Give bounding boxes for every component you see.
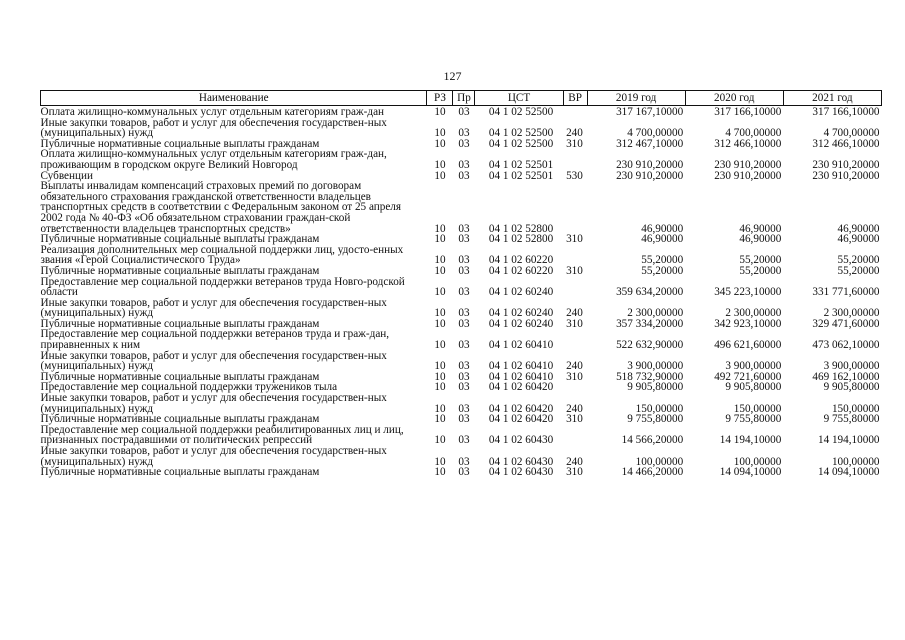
page-number: 127 — [443, 69, 462, 83]
row-cst: 04 1 02 60220 — [488, 254, 554, 267]
row-pr: 03 — [458, 466, 470, 479]
table-row — [41, 351, 882, 372]
row-vr — [563, 382, 587, 393]
row-pr: 03 — [458, 413, 470, 426]
row-value-2019: 312 467,10000 — [616, 137, 684, 150]
row-rz: 10 — [434, 466, 446, 479]
row-value-2020: 312 466,10000 — [714, 137, 782, 150]
row-rz: 10 — [434, 381, 446, 394]
row-value-2021: 14 094,10000 — [817, 466, 880, 479]
row-value-2019: 357 334,20000 — [616, 317, 684, 330]
row-pr: 03 — [458, 264, 470, 277]
row-pr: 03 — [458, 455, 470, 468]
row-cst: 04 1 02 60240 — [488, 307, 554, 320]
row-value-2019: 230 910,20000 — [616, 169, 684, 182]
row-value-2020: 55,20000 — [739, 254, 782, 267]
row-rz: 10 — [434, 222, 446, 235]
table-row — [41, 393, 882, 414]
row-rz: 10 — [434, 370, 446, 383]
row-value-2021: 331 771,60000 — [812, 286, 880, 299]
row-cst: 04 1 02 60420 — [488, 381, 554, 394]
row-value-2020: 230 910,20000 — [714, 158, 782, 171]
row-cst: 04 1 02 52800 — [488, 233, 554, 246]
row-vr: 310 — [566, 317, 583, 330]
table-row — [41, 181, 882, 234]
row-value-2020: 4 700,00000 — [725, 127, 782, 140]
row-name: Публичные нормативные социальные выплаты гражданам — [40, 413, 320, 426]
row-value-2019: 230 910,20000 — [616, 158, 684, 171]
row-rz: 10 — [434, 264, 446, 277]
row-name: Реализация дополнительных мер социальной поддержки лиц, удосто-енных звания «Герой Социалистического Труда» — [40, 243, 404, 267]
row-cst: 04 1 02 60240 — [488, 286, 554, 299]
row-value-2021: 9 905,80000 — [823, 381, 880, 394]
row-value-2021: 317 166,10000 — [812, 106, 880, 118]
table-row — [41, 446, 882, 467]
row-vr: 310 — [566, 413, 583, 426]
row-name: Предоставление мер социальной поддержки ветеранов труда и граж-дан, приравненных к ним — [40, 328, 390, 352]
row-value-2020: 317 166,10000 — [714, 106, 782, 118]
row-vr — [563, 245, 587, 266]
header-cst: ЦСТ — [475, 91, 563, 106]
row-rz: 10 — [434, 402, 446, 415]
table-row — [41, 245, 882, 266]
row-rz: 10 — [434, 137, 446, 150]
row-value-2021: 9 755,80000 — [823, 413, 880, 426]
row-cst: 04 1 02 60420 — [488, 402, 554, 415]
row-value-2020: 150,00000 — [733, 402, 782, 415]
header-name: Наименование — [41, 91, 427, 106]
header-vr: ВР — [563, 91, 587, 106]
row-value-2021: 100,00000 — [831, 455, 880, 468]
row-cst: 04 1 02 60410 — [488, 339, 554, 352]
row-cst: 04 1 02 60430 — [488, 434, 554, 447]
row-vr — [563, 329, 587, 350]
table-row — [41, 329, 882, 350]
row-pr: 03 — [458, 254, 470, 267]
row-vr: 310 — [566, 264, 583, 277]
row-value-2021: 46,90000 — [837, 222, 880, 235]
row-value-2021: 312 466,10000 — [812, 137, 880, 150]
row-value-2020: 55,20000 — [739, 264, 782, 277]
row-cst: 04 1 02 60410 — [488, 360, 554, 373]
row-value-2019: 100,00000 — [635, 455, 684, 468]
row-value-2021: 3 900,00000 — [823, 360, 880, 373]
row-cst: 04 1 02 52500 — [488, 127, 554, 140]
row-rz: 10 — [434, 254, 446, 267]
row-vr: 240 — [566, 402, 583, 415]
row-rz: 10 — [434, 434, 446, 447]
row-vr: 240 — [566, 127, 583, 140]
row-rz: 10 — [434, 106, 446, 118]
row-value-2020: 100,00000 — [733, 455, 782, 468]
row-rz: 10 — [434, 455, 446, 468]
row-pr: 03 — [458, 317, 470, 330]
row-value-2021: 230 910,20000 — [812, 158, 880, 171]
table-row — [41, 266, 882, 277]
row-value-2019: 46,90000 — [641, 222, 684, 235]
row-value-2020: 46,90000 — [739, 233, 782, 246]
row-pr: 03 — [458, 106, 470, 118]
row-value-2020: 492 721,60000 — [714, 370, 782, 383]
row-rz: 10 — [434, 339, 446, 352]
row-cst: 04 1 02 52500 — [488, 137, 554, 150]
row-value-2021: 4 700,00000 — [823, 127, 880, 140]
row-vr — [563, 149, 587, 170]
row-pr: 03 — [458, 360, 470, 373]
row-value-2021: 46,90000 — [837, 233, 880, 246]
row-name: Публичные нормативные социальные выплаты гражданам — [40, 466, 320, 479]
row-name: Публичные нормативные социальные выплаты гражданам — [40, 137, 320, 150]
row-cst: 04 1 02 52800 — [488, 222, 554, 235]
header-pr: Пр — [453, 91, 475, 106]
row-cst: 04 1 02 60420 — [488, 413, 554, 426]
row-name: Субвенции — [40, 169, 93, 182]
row-value-2019: 2 300,00000 — [627, 307, 684, 320]
row-name: Публичные нормативные социальные выплаты гражданам — [40, 317, 320, 330]
row-pr: 03 — [458, 339, 470, 352]
row-name: Предоставление мер социальной поддержки реабилитированных лиц и лиц, признанных пострадавшими от политических репрессий — [40, 423, 404, 447]
row-value-2021: 55,20000 — [837, 264, 880, 277]
row-value-2019: 317 167,10000 — [616, 106, 684, 118]
row-vr — [563, 181, 587, 234]
row-value-2019: 150,00000 — [635, 402, 684, 415]
row-pr: 03 — [458, 127, 470, 140]
row-value-2019: 14 466,20000 — [621, 466, 684, 479]
row-cst: 04 1 02 52500 — [488, 106, 554, 118]
row-cst: 04 1 02 52501 — [488, 169, 554, 182]
row-rz: 10 — [434, 233, 446, 246]
row-name: Предоставление мер социальной поддержки тружеников тыла — [40, 381, 338, 394]
row-vr: 530 — [566, 169, 583, 182]
row-rz: 10 — [434, 413, 446, 426]
row-pr: 03 — [458, 286, 470, 299]
table-row — [41, 467, 882, 478]
row-value-2019: 9 905,80000 — [627, 381, 684, 394]
table-row — [41, 298, 882, 319]
row-vr: 310 — [566, 233, 583, 246]
row-name: Публичные нормативные социальные выплаты гражданам — [40, 233, 320, 246]
table-row — [41, 425, 882, 446]
row-value-2019: 14 566,20000 — [621, 434, 684, 447]
row-value-2021: 14 194,10000 — [817, 434, 880, 447]
row-pr: 03 — [458, 233, 470, 246]
row-value-2021: 55,20000 — [837, 254, 880, 267]
row-value-2020: 2 300,00000 — [725, 307, 782, 320]
row-name: Публичные нормативные социальные выплаты гражданам — [40, 370, 320, 383]
row-vr — [563, 277, 587, 298]
row-value-2019: 4 700,00000 — [627, 127, 684, 140]
row-vr: 310 — [566, 370, 583, 383]
row-cst: 04 1 02 60220 — [488, 264, 554, 277]
row-pr: 03 — [458, 370, 470, 383]
row-vr: 240 — [566, 360, 583, 373]
row-cst: 04 1 02 60430 — [488, 466, 554, 479]
table-row — [41, 149, 882, 170]
row-rz: 10 — [434, 317, 446, 330]
row-name: Выплаты инвалидам компенсаций страховых премий по договорам обязательного страхования гражданской ответственности владельцев транспортных средств в соответствии с Федеральным законом от 25 апреля 2002 года № 40-ФЗ «Об обязательном страховании граждан-ской ответственности владельцев транспортных средств» — [40, 180, 402, 235]
row-value-2019: 518 732,90000 — [616, 370, 684, 383]
row-value-2021: 469 162,10000 — [812, 370, 880, 383]
row-cst: 04 1 02 60240 — [488, 317, 554, 330]
row-rz: 10 — [434, 169, 446, 182]
row-value-2020: 9 905,80000 — [725, 381, 782, 394]
table-row — [41, 277, 882, 298]
row-value-2019: 9 755,80000 — [627, 413, 684, 426]
row-name: Оплата жилищно-коммунальных услуг отдельным категориям граж-дан — [40, 106, 385, 118]
row-value-2021: 230 910,20000 — [812, 169, 880, 182]
row-rz: 10 — [434, 307, 446, 320]
row-rz: 10 — [434, 127, 446, 140]
row-value-2019: 46,90000 — [641, 233, 684, 246]
row-value-2020: 46,90000 — [739, 222, 782, 235]
row-value-2020: 14 094,10000 — [719, 466, 782, 479]
header-rz: РЗ — [427, 91, 453, 106]
table-body — [41, 106, 882, 478]
table-row — [41, 118, 882, 139]
row-name: Иные закупки товаров, работ и услуг для обеспечения государствен-ных (муниципальных) нужд — [40, 116, 387, 140]
row-name: Предоставление мер социальной поддержки ветеранов труда Новго-родской области — [40, 275, 405, 299]
row-cst: 04 1 02 60430 — [488, 455, 554, 468]
row-value-2019: 3 900,00000 — [627, 360, 684, 373]
table-row — [41, 106, 882, 118]
row-value-2020: 14 194,10000 — [719, 434, 782, 447]
row-value-2020: 3 900,00000 — [725, 360, 782, 373]
row-vr: 310 — [566, 466, 583, 479]
header-2021: 2021 год — [783, 91, 881, 106]
row-pr: 03 — [458, 169, 470, 182]
row-pr: 03 — [458, 402, 470, 415]
row-name: Публичные нормативные социальные выплаты гражданам — [40, 264, 320, 277]
row-value-2019: 522 632,90000 — [616, 339, 684, 352]
row-value-2020: 230 910,20000 — [714, 169, 782, 182]
row-pr: 03 — [458, 158, 470, 171]
row-vr: 240 — [566, 307, 583, 320]
table-header-row — [41, 91, 882, 106]
row-value-2021: 473 062,10000 — [812, 339, 880, 352]
row-cst: 04 1 02 52501 — [488, 158, 554, 171]
row-cst: 04 1 02 60410 — [488, 370, 554, 383]
row-pr: 03 — [458, 137, 470, 150]
row-pr: 03 — [458, 434, 470, 447]
row-pr: 03 — [458, 222, 470, 235]
row-name: Иные закупки товаров, работ и услуг для обеспечения государствен-ных (муниципальных) нужд — [40, 349, 387, 373]
row-value-2019: 55,20000 — [641, 264, 684, 277]
row-vr: 240 — [566, 455, 583, 468]
row-value-2020: 345 223,10000 — [714, 286, 782, 299]
row-name: Иные закупки товаров, работ и услуг для обеспечения государствен-ных (муниципальных) нужд — [40, 445, 387, 468]
row-pr: 03 — [458, 307, 470, 320]
row-rz: 10 — [434, 360, 446, 373]
row-value-2019: 55,20000 — [641, 254, 684, 267]
row-value-2020: 496 621,60000 — [714, 339, 782, 352]
row-vr: 310 — [566, 137, 583, 150]
row-value-2020: 9 755,80000 — [725, 413, 782, 426]
row-value-2019: 359 634,20000 — [616, 286, 684, 299]
row-pr: 03 — [458, 381, 470, 394]
row-name: Оплата жилищно-коммунальных услуг отдельным категориям граж-дан, проживающим в городском округе Великий Новгород — [40, 148, 387, 171]
row-rz: 10 — [434, 158, 446, 171]
row-vr — [563, 425, 587, 446]
row-value-2020: 342 923,10000 — [714, 317, 782, 330]
row-name: Иные закупки товаров, работ и услуг для обеспечения государствен-ных (муниципальных) нужд — [40, 392, 387, 415]
row-value-2021: 150,00000 — [831, 402, 880, 415]
row-value-2021: 329 471,60000 — [812, 317, 880, 330]
header-2020: 2020 год — [685, 91, 783, 106]
row-rz: 10 — [434, 286, 446, 299]
row-vr — [563, 106, 587, 118]
budget-table — [40, 90, 882, 478]
header-2019: 2019 год — [587, 91, 685, 106]
row-name: Иные закупки товаров, работ и услуг для обеспечения государствен-ных (муниципальных) нужд — [40, 296, 387, 320]
row-value-2021: 2 300,00000 — [823, 307, 880, 320]
